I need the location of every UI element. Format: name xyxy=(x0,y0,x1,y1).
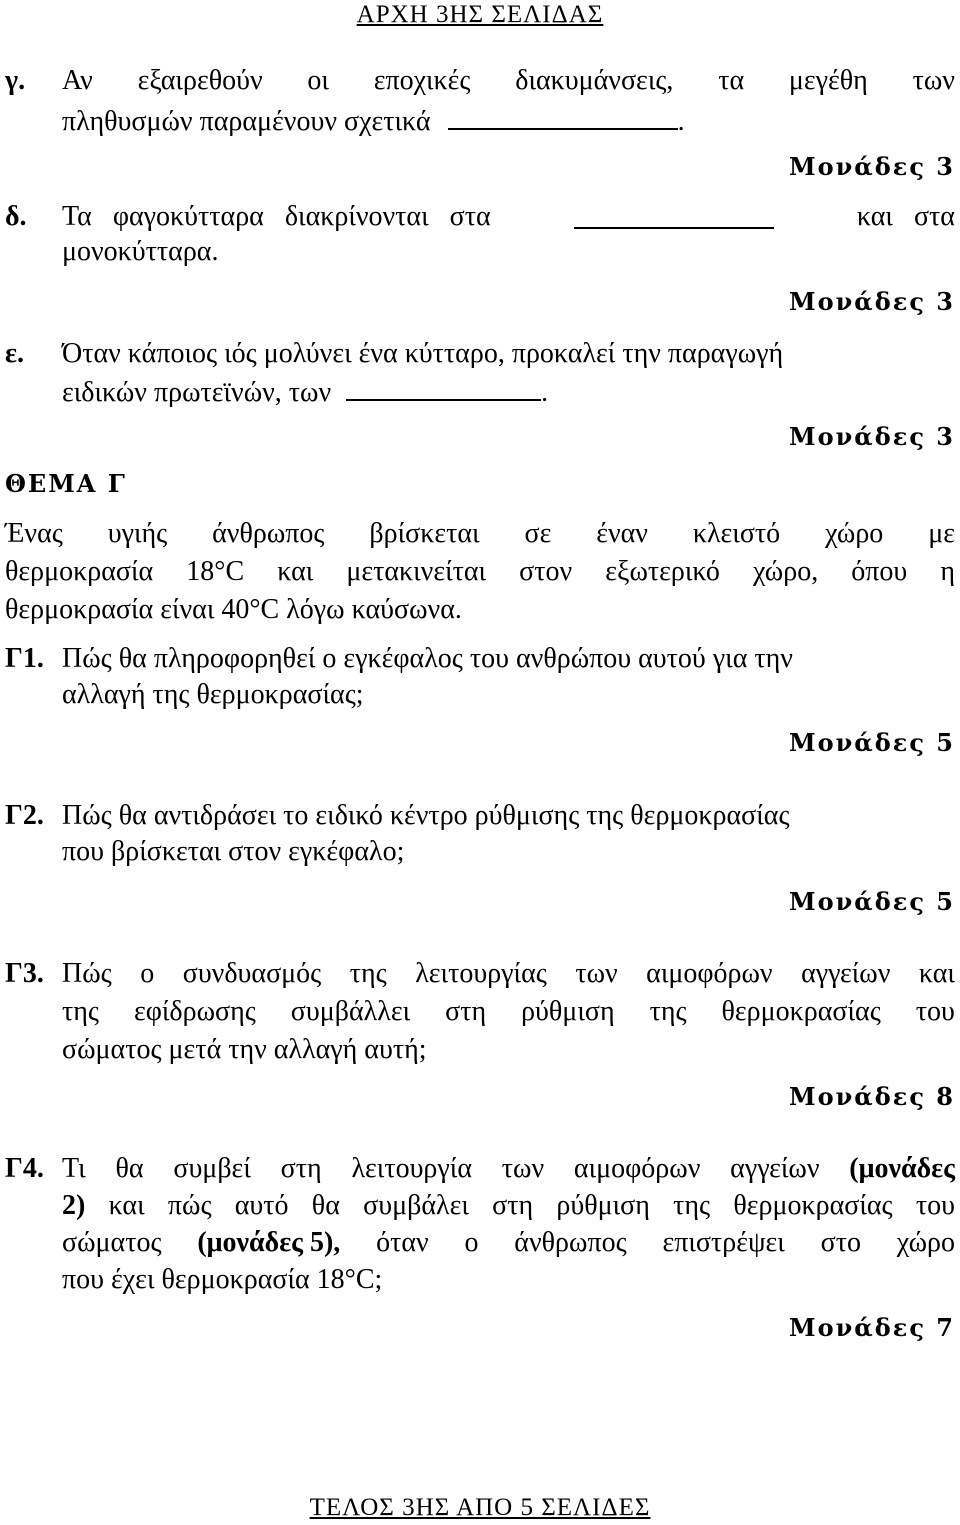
item-marker-epsilon: ε. xyxy=(5,338,24,369)
word: της xyxy=(673,1190,711,1221)
text: Τα φαγοκύτταρα διακρίνονται στα xyxy=(62,201,491,232)
word: 18°C xyxy=(186,556,245,587)
units-label: Μονάδες 3 xyxy=(789,152,955,181)
word: των xyxy=(501,1153,545,1184)
text: πληθυσμών παραμένουν σχετικά xyxy=(62,106,431,137)
word: κλειστό xyxy=(692,518,781,549)
word: αγγείων xyxy=(801,958,891,989)
units-label: Μονάδες 7 xyxy=(789,1313,955,1342)
word: χώρο, xyxy=(752,556,819,587)
word: στο xyxy=(820,1227,861,1258)
word: του xyxy=(915,996,955,1027)
question-g3-line2 xyxy=(62,998,955,1026)
units-label: Μονάδες 5 xyxy=(789,728,955,757)
question-g4-line4: που έχει θερμοκρασία 18°C; xyxy=(62,1264,383,1295)
intro-line2 xyxy=(5,558,955,586)
word: χώρο xyxy=(825,518,884,549)
item-delta-line1 xyxy=(62,203,955,231)
bold-units-note: (μονάδες xyxy=(849,1153,955,1184)
word: σώματος xyxy=(62,1227,162,1258)
word: αυτό xyxy=(234,1190,289,1221)
word: αγγείων xyxy=(730,1153,820,1184)
item-gamma-line2 xyxy=(62,104,685,136)
question-g4-line3 xyxy=(62,1229,955,1257)
word: θερμοκρασίας xyxy=(721,996,881,1027)
word: αιμοφόρων xyxy=(646,958,773,989)
theme-title: ΘΕΜΑ Γ xyxy=(5,469,127,498)
units-label: Μονάδες 3 xyxy=(789,422,955,451)
word: των xyxy=(912,65,955,96)
item-marker-gamma: γ. xyxy=(5,65,26,96)
page-footer: ΤΕΛΟΣ 3ΗΣ ΑΠΟ 5 ΣΕΛΙΔΕΣ xyxy=(309,1494,651,1521)
units-label: Μονάδες 3 xyxy=(789,287,955,316)
word: επιστρέψει xyxy=(662,1227,785,1258)
word: εφίδρωσης xyxy=(133,996,256,1027)
word: στη xyxy=(280,1153,322,1184)
word: στη xyxy=(492,1190,534,1221)
word: όπου xyxy=(851,556,908,587)
text: και στα xyxy=(856,201,955,232)
word: εξωτερικό xyxy=(605,556,720,587)
word: διακυμάνσεις, xyxy=(515,65,674,96)
word: οι xyxy=(307,65,329,96)
word: συμβάλει xyxy=(363,1190,469,1221)
text: ειδικών πρωτεϊνών, των xyxy=(62,377,332,408)
word: όταν xyxy=(376,1227,429,1258)
question-g2-line2: που βρίσκεται στον εγκέφαλο; xyxy=(62,836,405,867)
question-g3-line1 xyxy=(62,960,955,988)
word: ρύθμιση xyxy=(556,1190,650,1221)
word: Πώς xyxy=(62,958,112,989)
question-g4-line1 xyxy=(62,1155,955,1183)
period: . xyxy=(541,377,549,408)
word: συμβεί xyxy=(173,1153,251,1184)
intro-line3: θερμοκρασία είναι 40°C λόγω καύσωνα. xyxy=(5,594,462,625)
word: συμβάλλει xyxy=(290,996,411,1027)
item-epsilon-line2 xyxy=(62,375,548,407)
question-g3-line3: σώματος μετά την αλλαγή αυτή; xyxy=(62,1034,427,1065)
word: πώς xyxy=(167,1190,212,1221)
word: της xyxy=(349,958,387,989)
intro-line1 xyxy=(5,520,955,548)
word: Τι xyxy=(62,1153,86,1184)
item-marker-delta: δ. xyxy=(5,201,27,232)
word: θα xyxy=(115,1153,144,1184)
word: λειτουργίας xyxy=(415,958,547,989)
word: θερμοκρασίας xyxy=(733,1190,893,1221)
question-g1-line2: αλλαγή της θερμοκρασίας; xyxy=(62,679,364,710)
word: άνθρωπος xyxy=(514,1227,627,1258)
word: της xyxy=(649,996,687,1027)
word: αιμοφόρων xyxy=(573,1153,701,1184)
item-delta-line2: μονοκύτταρα. xyxy=(62,236,219,267)
fill-in-blank[interactable] xyxy=(574,203,774,229)
word: έναν xyxy=(596,518,648,549)
word: και xyxy=(918,958,955,989)
word: και xyxy=(277,556,314,587)
question-label-g2: Γ2. xyxy=(5,800,44,831)
word: εποχικές xyxy=(373,65,471,96)
word: ρύθμιση xyxy=(521,996,615,1027)
question-label-g4: Γ4. xyxy=(5,1153,44,1184)
question-label-g3: Γ3. xyxy=(5,958,44,989)
word: στον xyxy=(519,556,573,587)
question-g4-line2 xyxy=(62,1192,955,1220)
fill-in-blank[interactable] xyxy=(346,375,541,401)
bold-units-note: (μονάδες 5), xyxy=(197,1227,341,1258)
word: θερμοκρασία xyxy=(5,556,154,587)
period: . xyxy=(677,106,685,137)
question-g2-line1: Πώς θα αντιδράσει το ειδικό κέντρο ρύθμισης της θερμοκρασίας xyxy=(62,800,790,831)
word: σε xyxy=(524,518,552,549)
bold-units-note: 2) xyxy=(62,1190,86,1221)
word: μετακινείται xyxy=(346,556,487,587)
word: ο xyxy=(140,958,155,989)
word: και xyxy=(108,1190,145,1221)
word: Ένας xyxy=(5,518,63,549)
word: η xyxy=(940,556,955,587)
word: βρίσκεται xyxy=(369,518,480,549)
units-label: Μονάδες 5 xyxy=(789,887,955,916)
word: των xyxy=(575,958,618,989)
question-label-g1: Γ1. xyxy=(5,643,44,674)
word: με xyxy=(928,518,955,549)
units-label: Μονάδες 8 xyxy=(789,1082,955,1111)
word: μεγέθη xyxy=(788,65,868,96)
page-header: ΑΡΧΗ 3ΗΣ ΣΕΛΙΔΑΣ xyxy=(356,1,604,28)
word: συνδυασμός xyxy=(182,958,322,989)
item-epsilon-line1: Όταν κάποιος ιός μολύνει ένα κύτταρο, προκαλεί την παραγωγή xyxy=(62,338,784,369)
question-g1-line1: Πώς θα πληροφορηθεί ο εγκέφαλος του ανθρώπου αυτού για την xyxy=(62,643,793,674)
word: στη xyxy=(445,996,487,1027)
word: άνθρωπος xyxy=(212,518,325,549)
word: εξαιρεθούν xyxy=(137,65,263,96)
word: υγιής xyxy=(107,518,168,549)
word: ο xyxy=(464,1227,479,1258)
word: τα xyxy=(718,65,745,96)
word: λειτουργία xyxy=(351,1153,472,1184)
word: της xyxy=(62,996,99,1027)
item-gamma-line1 xyxy=(62,67,955,95)
word: θα xyxy=(311,1190,340,1221)
word: Αν xyxy=(62,65,93,96)
word: χώρο xyxy=(896,1227,955,1258)
fill-in-blank[interactable] xyxy=(448,104,678,130)
word: του xyxy=(915,1190,955,1221)
